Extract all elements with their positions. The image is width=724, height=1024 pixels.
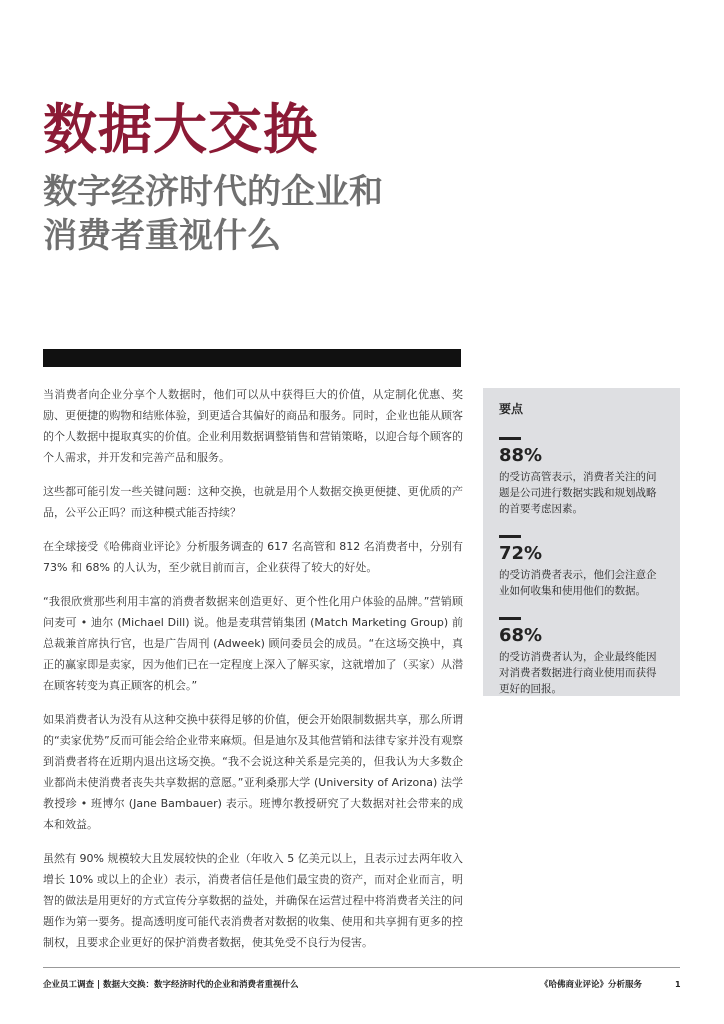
body-paragraph: 当消费者向企业分享个人数据时，他们可以从中获得巨大的价值，从定制化优惠、奖励、更便捷的购物和结账体验，到更适合其偏好的商品和服务。同时，企业也能从顾客的个人数据中提取真实的价值。企业利用数据调整销售和营销策略，以迎合每个顾客的个人需求，并开发和完善产品和服务。 (43, 388, 463, 464)
stat-item (499, 617, 666, 697)
sidebar-heading: 要点 (499, 402, 524, 416)
stat-item (499, 535, 666, 599)
article-body (43, 384, 463, 966)
page-title: 数据大交换 (43, 98, 318, 161)
body-paragraph: 如果消费者认为没有从这种交换中获得足够的价值，便会开始限制数据共享，那么所谓的“卖家优势”反而可能会给企业带来麻烦。但是迪尔及其他营销和法律专家并没有观察到消费者将在近期内退出这场交换。“我不会说这种关系是完美的，但我认为大多数企业都尚未使消费者丧失共享数据的意愿。”亚利桑那大学 (University of Arizona) 法学教授珍 • 班博尔 (Jane Bambauer) 表示。班博尔教授研究了大数据对社会带来的成本和效益。 (43, 713, 463, 831)
page-subtitle: 数字经济时代的企业和 消费者重视什么 (43, 172, 383, 256)
body-paragraph: 这些都可能引发一些关键问题：这种交换，也就是用个人数据交换更便捷、更优质的产品，公平公正吗？而这种模式能否持续？ (43, 485, 463, 519)
footer-running-title: 企业员工调查 | 数据大交换：数字经济时代的企业和消费者重视什么 (43, 980, 299, 990)
footer-divider (43, 967, 680, 968)
stat-value: 88% (499, 445, 543, 466)
body-paragraph: 虽然有 90% 规模较大且发展较快的企业（年收入 5 亿美元以上，且表示过去两年收入增长 10% 或以上的企业）表示，消费者信任是他们最宝贵的资产，而对企业而言，明智的做法是用更好的方式宣传分享数据的益处，并确保在运营过程中将消费者关注的问题作为第一要务。提高透明度可能代表消费者对数据的收集、使用和共享拥有更多的控制权，且要求企业更好的保护消费者数据，使其免受不良行为侵害。 (43, 852, 463, 949)
body-paragraph: 在全球接受《哈佛商业评论》分析服务调查的 617 名高管和 812 名消费者中，分别有 73% 和 68% 的人认为，至少就目前而言，企业获得了较大的好处。 (43, 540, 463, 574)
stat-value: 68% (499, 625, 543, 646)
stat-rule (499, 617, 521, 620)
stat-description: 的受访消费者表示，他们会注意企业如何收集和使用他们的数据。 (499, 569, 657, 597)
footer-publisher: 《哈佛商业评论》分析服务 (540, 980, 643, 990)
stat-description: 的受访消费者认为，企业最终能因对消费者数据进行商业使用而获得更好的回报。 (499, 651, 657, 695)
key-points-sidebar (483, 388, 680, 696)
stat-item (499, 437, 666, 517)
title-divider-bar (43, 349, 461, 367)
stat-rule (499, 535, 521, 538)
stat-rule (499, 437, 521, 440)
page-number: 1 (675, 980, 681, 989)
stat-description: 的受访高管表示，消费者关注的问题是公司进行数据实践和规划战略的首要考虑因素。 (499, 471, 657, 515)
stat-value: 72% (499, 543, 543, 564)
body-paragraph: “我很欣赏那些利用丰富的消费者数据来创造更好、更个性化用户体验的品牌。”营销顾问麦可 • 迪尔 (Michael Dill) 说。他是麦琪营销集团 (Match Marketing Group) 前总裁兼首席执行官，也是广告周刊 (Adweek) 顾问委员会的成员。“在这场交换中，真正的赢家即是卖家，因为他们已在一定程度上深入了解买家，这就增加了（买家）从潜在顾客转变为真正顾客的机会。” (43, 595, 463, 692)
